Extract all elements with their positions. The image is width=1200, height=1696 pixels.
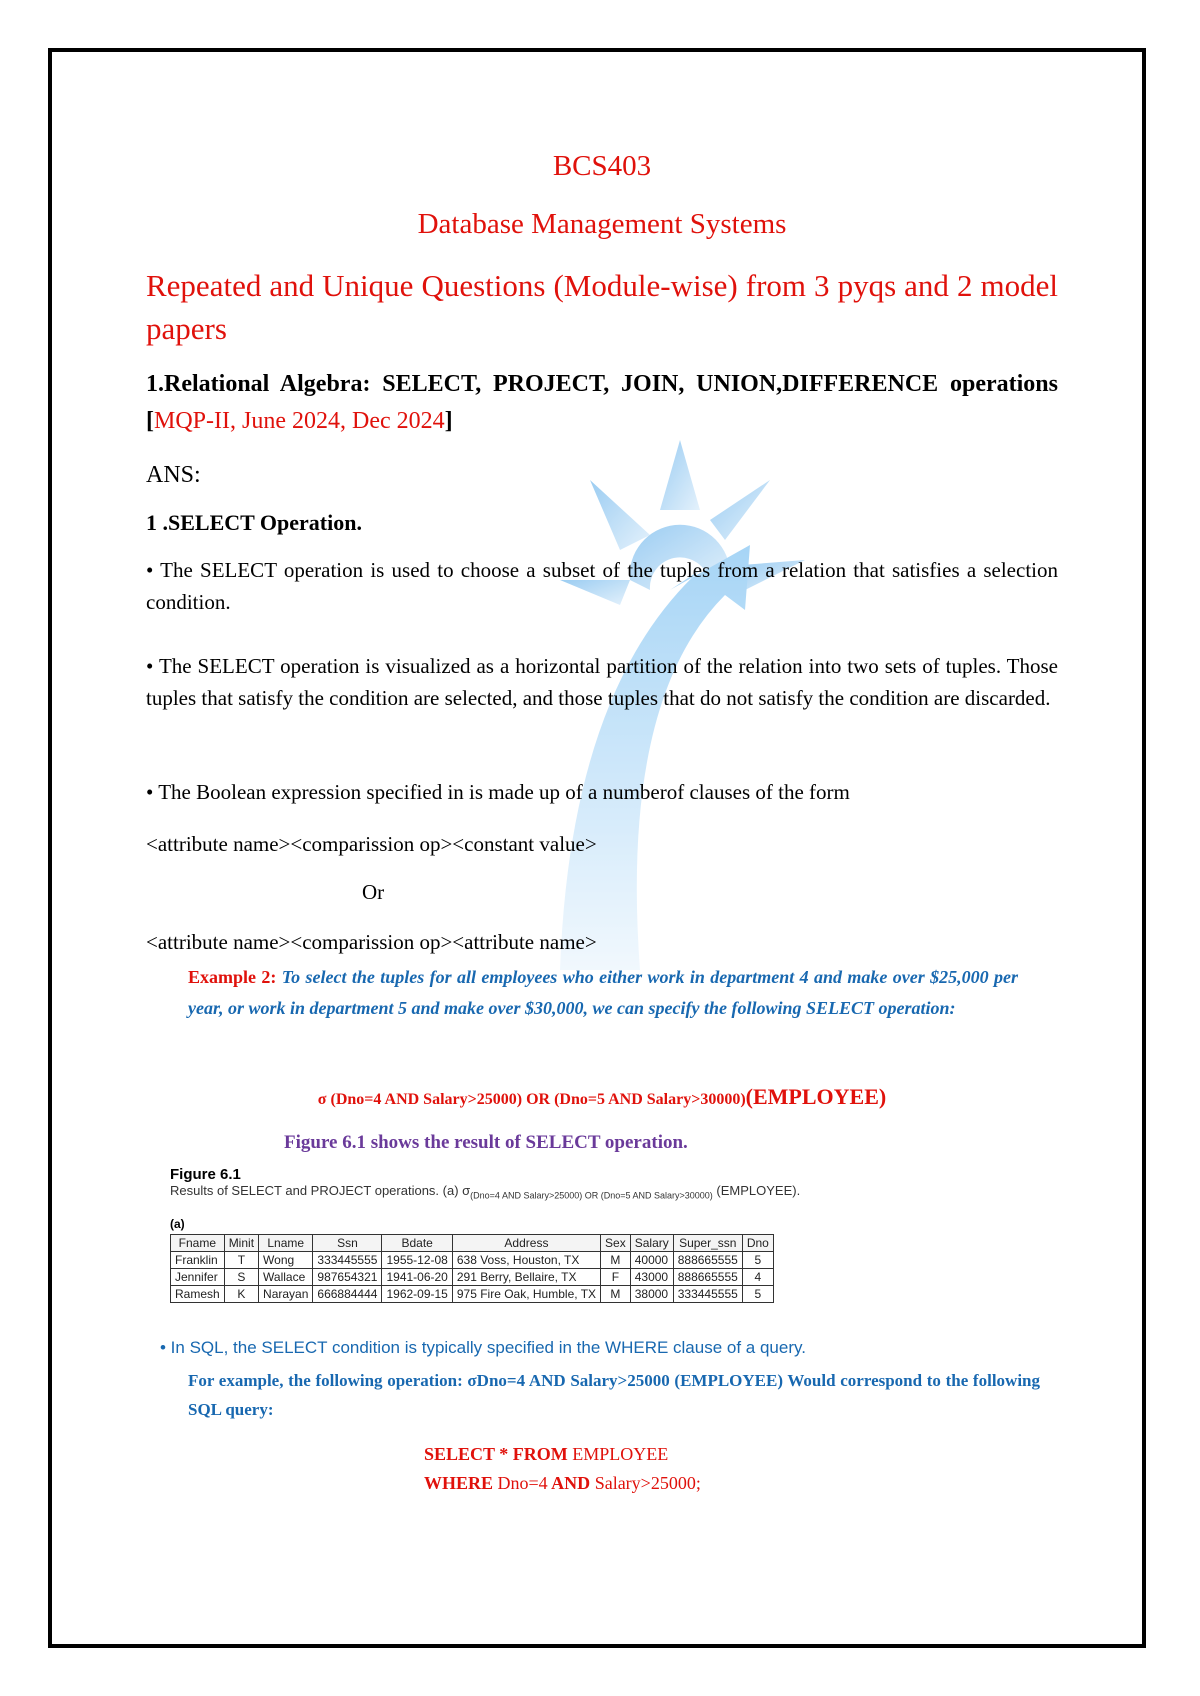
question-1 [146,366,1058,440]
figure-6-1 [170,1166,1010,1303]
table-cell: Wallace [259,1268,313,1285]
table-header-cell: Minit [224,1234,258,1251]
table-cell: 43000 [630,1268,673,1285]
table-cell: 38000 [630,1285,673,1302]
sigma-relation: (EMPLOYEE) [745,1084,887,1109]
sql-keyword-select-from: SELECT * FROM [424,1444,568,1464]
table-cell: 888665555 [673,1268,742,1285]
employee-result-table [170,1234,774,1303]
sql-note-text: For example, the following operation: σDno=4 AND Salary>25000 (EMPLOYEE) Would correspond to the following SQL query: [188,1371,1040,1419]
answer-label: ANS: [146,462,201,488]
bullet-paragraph-2: • The SELECT operation is visualized as a horizontal partition of the relation into two sets of tuples. Those tuples that satisfy the condition are selected, and those tuples that do not satisfy the condition are discarded. [146,654,1058,710]
table-cell: 638 Voss, Houston, TX [452,1251,600,1268]
table-header-cell: Lname [259,1234,313,1251]
figure-desc-prefix: Results of SELECT and PROJECT operations. (a) σ [170,1183,471,1198]
table-header-cell: Ssn [313,1234,382,1251]
sql-keyword-where: WHERE [424,1473,494,1493]
table-cell: M [601,1251,631,1268]
table-cell: M [601,1285,631,1302]
course-name: Database Management Systems [417,208,787,240]
table-cell: 1941-06-20 [382,1268,452,1285]
table-cell: 333445555 [673,1285,742,1302]
figure-part-label: (a) [170,1216,185,1231]
table-header-row [171,1234,774,1251]
clause-form-1: <attribute name><comparission op><constant value> [146,832,597,856]
table-cell: 1962-09-15 [382,1285,452,1302]
table-cell: F [601,1268,631,1285]
table-row [171,1268,774,1285]
table-cell: 4 [742,1268,773,1285]
example-paragraph [188,962,1018,1024]
clause-form-2: <attribute name><comparission op><attribute name> [146,930,597,954]
figure-desc-subscript: (Dno=4 AND Salary>25000) OR (Dno=5 AND Salary>30000) [470,1190,713,1201]
figure-desc-suffix: (EMPLOYEE). [712,1183,801,1198]
ref-bracket-close: ] [444,408,453,434]
table-cell: 40000 [630,1251,673,1268]
sql-line-1 [146,1440,1058,1469]
table-cell: 333445555 [313,1251,382,1268]
sql-line-2 [146,1469,1058,1498]
table-header-cell: Dno [742,1234,773,1251]
figure-title: Figure 6.1 [170,1166,241,1183]
question-reference: MQP-II, June 2024, Dec 2024 [154,408,445,434]
or-separator: Or [362,880,385,904]
sql-note-bullet: • In SQL, the SELECT condition is typically specified in the WHERE clause of a query. [160,1338,806,1357]
table-cell: 5 [742,1285,773,1302]
sql-table-name: EMPLOYEE [567,1444,669,1464]
sql-keyword-and: AND [547,1473,591,1493]
sql-query [146,1440,1058,1498]
table-cell: Wong [259,1251,313,1268]
table-cell: S [224,1268,258,1285]
table-cell: T [224,1251,258,1268]
table-cell: Ramesh [171,1285,225,1302]
table-cell: 975 Fire Oak, Humble, TX [452,1285,600,1302]
table-cell: 291 Berry, Bellaire, TX [452,1268,600,1285]
example-label: Example 2: [188,967,277,987]
section-title: 1 .SELECT Operation. [146,510,362,535]
select-expression [146,1084,1058,1110]
document-title: Repeated and Unique Questions (Module-wise) from 3 pyqs and 2 model papers [146,268,1058,346]
table-cell: 5 [742,1251,773,1268]
sigma-condition: σ (Dno=4 AND Salary>25000) OR (Dno=5 AND Salary>30000) [317,1091,746,1108]
bullet-paragraph-1: • The SELECT operation is used to choose a subset of the tuples from a relation that satisfies a selection condition. [146,558,1058,614]
table-cell: Jennifer [171,1268,225,1285]
table-header-cell: Fname [171,1234,225,1251]
table-row [171,1251,774,1268]
sql-note [160,1338,1040,1424]
table-header-cell: Super_ssn [673,1234,742,1251]
table-header-cell: Address [452,1234,600,1251]
bullet-paragraph-3: • The Boolean expression specified in is made up of a numberof clauses of the form [146,780,850,804]
table-cell: Franklin [171,1251,225,1268]
example-text: To select the tuples for all employees who either work in department 4 and make over $25,000 per year, or work in department 5 and make over $30,000, we can specify the following SELECT operation: [188,967,1018,1018]
figure-caption: Figure 6.1 shows the result of SELECT operation. [284,1132,688,1153]
table-header-cell: Salary [630,1234,673,1251]
figure-description [170,1183,1010,1201]
table-cell: K [224,1285,258,1302]
table-cell: 888665555 [673,1251,742,1268]
table-cell: 666884444 [313,1285,382,1302]
sql-condition-1: Dno=4 [493,1473,548,1493]
table-cell: Narayan [259,1285,313,1302]
table-cell: 987654321 [313,1268,382,1285]
sql-condition-2: Salary>25000; [590,1473,701,1493]
table-cell: 1955-12-08 [382,1251,452,1268]
table-row [171,1285,774,1302]
question-text: 1.Relational Algebra: SELECT, PROJECT, JOIN, UNION,DIFFERENCE operations [146,371,1058,397]
ref-bracket-open: [ [146,408,154,434]
course-code: BCS403 [552,150,652,182]
table-header-cell: Bdate [382,1234,452,1251]
table-header-cell: Sex [601,1234,631,1251]
